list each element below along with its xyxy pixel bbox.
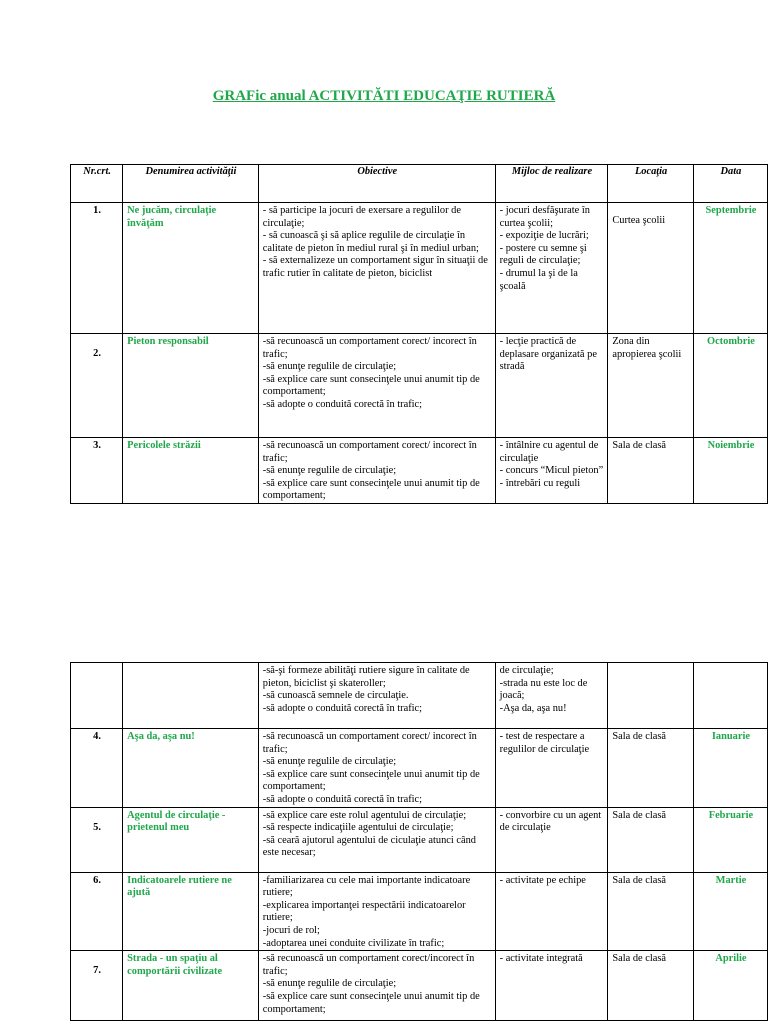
document-title: GRAFic anual ACTIVITĂTI EDUCAŢIE RUTIERĂ: [212, 88, 556, 104]
header-location: Locaţia: [608, 165, 694, 203]
activity-date: Septembrie: [693, 203, 767, 334]
activity-means: - jocuri desfăşurate în curtea şcolii; - expoziţie de lucrări; - postere cu semne şi reguli de circulaţie; - drumul la şi de la şcoală: [495, 203, 608, 334]
table-row: [71, 203, 768, 334]
table-row: [71, 334, 768, 438]
activity-date: [693, 663, 767, 729]
activity-means: - test de respectare a regulilor de circulaţie: [495, 729, 608, 808]
activity-location: Sala de clasă: [608, 438, 694, 504]
activity-date: Octombrie: [693, 334, 767, 438]
activity-means: - activitate integrată: [495, 951, 608, 1021]
activity-name: Pericolele străzii: [123, 438, 259, 504]
activities-table-part-1: [70, 164, 768, 504]
activity-means: de circulaţie; -strada nu este loc de joacă; -Aşa da, aşa nu!: [495, 663, 608, 729]
activity-location: Sala de clasă: [608, 872, 694, 951]
activity-name: Indicatoarele rutiere ne ajută: [123, 872, 259, 951]
activity-name: Ne jucăm, circulaţie învăţăm: [123, 203, 259, 334]
row-number: 7.: [71, 951, 123, 1021]
activity-date: Februarie: [693, 807, 767, 872]
activity-objectives: -să recunoască un comportament corect/incorect în trafic; -să enunţe regulile de circulaţie; -să explice care sunt consecinţele unui anumit tip de comportament;: [258, 951, 495, 1021]
activity-name: [123, 663, 259, 729]
header-objectives: Obiective: [258, 165, 495, 203]
activity-date: Ianuarie: [693, 729, 767, 808]
row-number: 1.: [71, 203, 123, 334]
row-number: 4.: [71, 729, 123, 808]
table-row: [71, 807, 768, 872]
row-number: 3.: [71, 438, 123, 504]
activity-means: - convorbire cu un agent de circulaţie: [495, 807, 608, 872]
activity-location: Curtea şcolii: [608, 203, 694, 334]
activity-name: Aşa da, aşa nu!: [123, 729, 259, 808]
activity-date: Martie: [693, 872, 767, 951]
table-row-continued: [71, 663, 768, 729]
table-row: [71, 438, 768, 504]
activity-location: Sala de clasă: [608, 951, 694, 1021]
activity-location: Sala de clasă: [608, 807, 694, 872]
table-row: [71, 872, 768, 951]
activity-date: Noiembrie: [693, 438, 767, 504]
activity-objectives: - să participe la jocuri de exersare a regulilor de circulaţie; - să cunoască şi să aplice regulile de circulaţie în calitate de pieton în mediul rural şi în mediul urban; - să externalizeze un comportament sigur în situaţii de trafic rutier în calitate de pieton, biciclist: [258, 203, 495, 334]
activities-table-part-2: [70, 662, 768, 1021]
activity-means: - întâlnire cu agentul de circulaţie - concurs “Micul pieton” - întrebări cu reguli: [495, 438, 608, 504]
activity-objectives: -să recunoască un comportament corect/ incorect în trafic; -să enunţe regulile de circulaţie; -să explice care sunt consecinţele unui anumit tip de comportament; -să adopte o conduită corectă în trafic;: [258, 729, 495, 808]
header-nr: Nr.crt.: [71, 165, 123, 203]
activity-location: [608, 663, 694, 729]
row-number: 2.: [71, 334, 123, 438]
header-means: Mijloc de realizare: [495, 165, 608, 203]
activity-location: Sala de clasă: [608, 729, 694, 808]
activity-name: Strada - un spaţiu al comportării civilizate: [123, 951, 259, 1021]
activity-objectives: -să recunoască un comportament corect/ incorect în trafic; -să enunţe regulile de circulaţie; -să explice care sunt consecinţele unui anumit tip de comportament;: [258, 438, 495, 504]
row-number: [71, 663, 123, 729]
activity-objectives: -să recunoască un comportament corect/ incorect în trafic; -să enunţe regulile de circulaţie; -să explice care sunt consecinţele unui anumit tip de comportament; -să adopte o conduită corectă în trafic;: [258, 334, 495, 438]
activity-means: - lecţie practică de deplasare organizată pe stradă: [495, 334, 608, 438]
activity-name: Pieton responsabil: [123, 334, 259, 438]
header-date: Data: [693, 165, 767, 203]
activity-name: Agentul de circulaţie - prietenul meu: [123, 807, 259, 872]
row-number: 6.: [71, 872, 123, 951]
table-row: [71, 729, 768, 808]
activity-location: Zona din apropierea şcolii: [608, 334, 694, 438]
activity-objectives: -familiarizarea cu cele mai importante indicatoare rutiere; -explicarea importanţei respectării indicatoarelor rutiere; -jocuri de rol; -adoptarea unei conduite civilizate în trafic;: [258, 872, 495, 951]
activity-means: - activitate pe echipe: [495, 872, 608, 951]
activity-date: Aprilie: [693, 951, 767, 1021]
activity-objectives: -să explice care este rolul agentului de circulaţie; -să respecte indicaţiile agentului de circulaţie; -să ceară ajutorul agentului de ciculaţie atunci când este necesar;: [258, 807, 495, 872]
table-header-row: [71, 165, 768, 203]
row-number: 5.: [71, 807, 123, 872]
activity-objectives: -să-şi formeze abilităţi rutiere sigure în calitate de pieton, biciclist şi skateroller; -să cunoască semnele de circulaţie. -să adopte o conduită corectă în trafic;: [258, 663, 495, 729]
table-row: [71, 951, 768, 1021]
header-name: Denumirea activităţii: [123, 165, 259, 203]
